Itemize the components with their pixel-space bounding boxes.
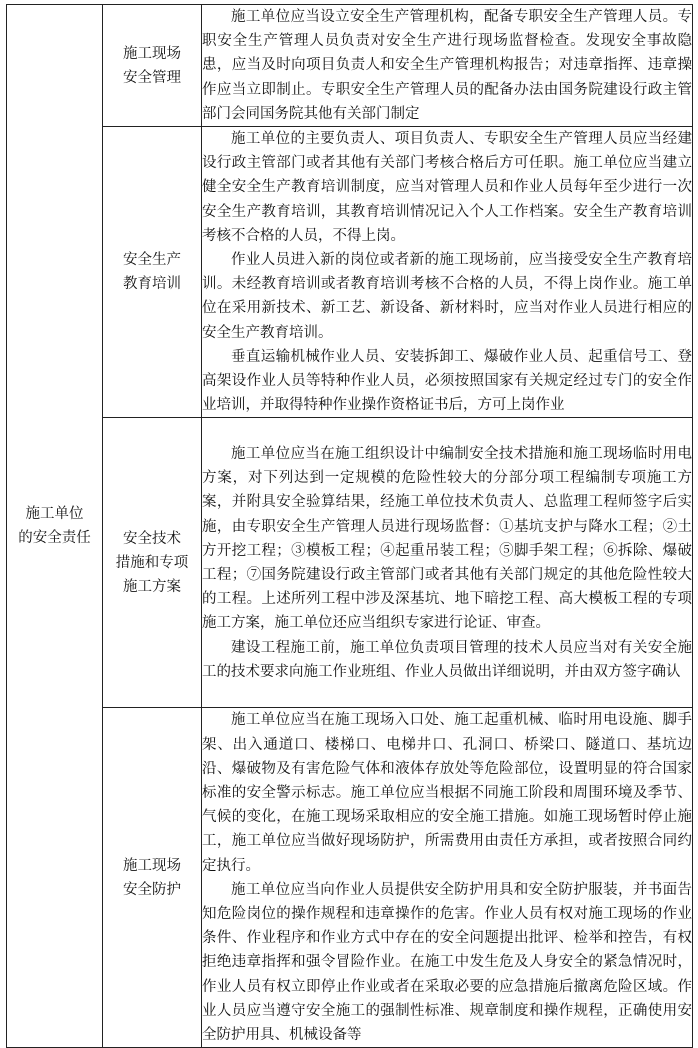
category-label-line: 安全防护 <box>123 881 181 898</box>
category-label-cell <box>103 708 202 1048</box>
table-row <box>7 5 693 127</box>
category-label-line: 施工现场 <box>123 45 181 62</box>
table-row <box>7 418 693 708</box>
section-title-cell <box>7 5 103 1048</box>
content-cell <box>202 127 693 418</box>
category-label-line: 施工现场 <box>123 857 181 874</box>
category-label-cell <box>103 418 202 708</box>
safety-responsibility-table <box>6 4 693 1048</box>
category-label-cell <box>103 127 202 418</box>
content-paragraph: 施工单位应当向作业人员提供安全防护用具和安全防护服装，并书面告知危险岗位的操作规程和违章操作的危害。作业人员有权对施工现场的作业条件、作业程序和作业方式中存在的安全问题提出批评、检举和控告，有权拒绝违章指挥和强令冒险作业。在施工中发生危及人身安全的紧急情况时，作业人员有权立即停止作业或者在采取必要的应急措施后撤离危险区域。作业人员应当遵守安全施工的强制性标准、规章制度和操作规程，正确使用安全防护用具、机械设备等 <box>202 881 692 1044</box>
table-row <box>7 127 693 418</box>
content-paragraph: 施工单位应当在施工现场入口处、施工起重机械、临时用电设施、脚手架、出入通道口、楼梯口、电梯井口、孔洞口、桥梁口、隧道口、基坑边沿、爆破物及有害危险气体和液体存放处等危险部位，设置明显的符合国家标准的安全警示标志。施工单位应当根据不同施工阶段和周围环境及季节、气候的变化，在施工现场采取相应的安全施工措施。如施工现场暂时停止施工，施工单位应当做好现场防护，所需费用由责任方承担，或者按照合同约定执行。 <box>202 712 692 874</box>
content-paragraph: 作业人员进入新的岗位或者新的施工现场前，应当接受安全生产教育培训。未经教育培训或者教育培训考核不合格的人员，不得上岗作业。施工单位在采用新技术、新工艺、新设备、新材料时，应当对作业人员进行相应的安全生产教育培训。 <box>202 252 692 341</box>
table-row <box>7 708 693 1048</box>
content-cell <box>202 418 693 708</box>
section-title-line: 施工单位 <box>25 506 84 523</box>
category-label-line: 施工方案 <box>123 578 181 595</box>
category-label-line: 安全生产 <box>123 252 181 269</box>
category-label-line: 安全技术 <box>123 530 181 547</box>
section-title-line: 的安全责任 <box>18 530 91 547</box>
category-label-line: 安全管理 <box>123 69 181 86</box>
category-label-line: 措施和专项 <box>115 554 189 571</box>
content-paragraph: 施工单位的主要负责人、项目负责人、专职安全生产管理人员应当经建设行政主管部门或者其他有关部门考核合格后方可任职。施工单位应当建立健全安全生产教育培训制度，应当对管理人员和作业人员每年至少进行一次安全生产教育培训，其教育培训情况记入个人工作档案。安全生产教育培训考核不合格的人员，不得上岗。 <box>202 131 692 244</box>
content-cell <box>202 708 693 1048</box>
category-label-cell <box>103 5 202 127</box>
content-paragraph: 建设工程施工前，施工单位负责项目管理的技术人员应当对有关安全施工的技术要求向施工作业班组、作业人员做出详细说明，并由双方签字确认 <box>202 639 692 680</box>
content-paragraph: 施工单位应当设立安全生产管理机构，配备专职安全生产管理人员。专职安全生产管理人员负责对安全生产进行现场监督检查。发现安全事故隐患，应当及时向项目负责人和安全生产管理机构报告；对违章指挥、违章操作应当立即制止。专职安全生产管理人员的配备办法由国务院建设行政主管部门会同国务院其他有关部门制定 <box>202 9 692 122</box>
category-label-line: 教育培训 <box>123 276 181 293</box>
content-paragraph: 施工单位应当在施工组织设计中编制安全技术措施和施工现场临时用电方案，对下列达到一定规模的危险性较大的分部分项工程编制专项施工方案，并附具安全验算结果，经施工单位技术负责人、总监理工程师签字后实施，由专职安全生产管理人员进行现场监督：①基坑支护与降水工程；②土方开挖工程；③模板工程；④起重吊装工程；⑤脚手架工程；⑥拆除、爆破工程；⑦国务院建设行政主管部门或者其他有关部门规定的其他危险性较大的工程。上述所列工程中涉及深基坑、地下暗挖工程、高大模板工程的专项施工方案，施工单位还应当组织专家进行论证、审查。 <box>202 445 692 632</box>
content-cell <box>202 5 693 127</box>
content-paragraph: 垂直运输机械作业人员、安装拆卸工、爆破作业人员、起重信号工、登高架设作业人员等特种作业人员，必须按照国家有关规定经过专门的安全作业培训，并取得特种作业操作资格证书后，方可上岗作业 <box>202 348 692 414</box>
